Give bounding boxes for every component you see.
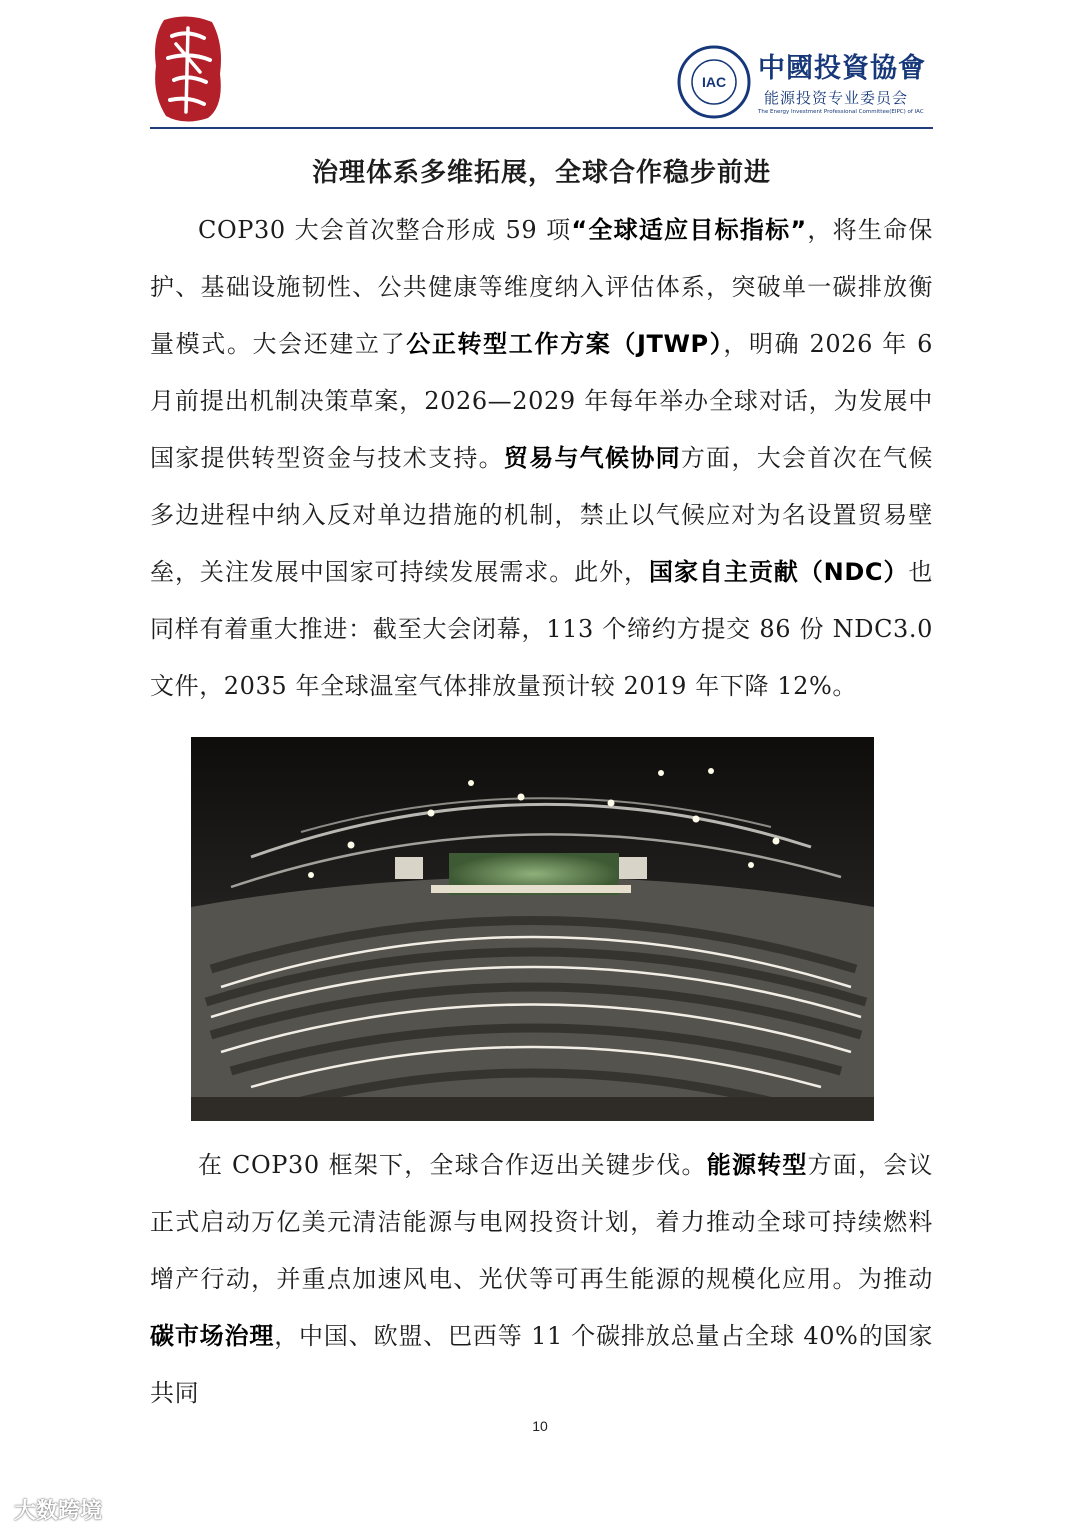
bold-term-adaptation-indicators: “全球适应目标指标” <box>571 216 807 244</box>
iac-seal-label: IAC <box>701 74 727 90</box>
paragraph-text: 方面，会议正式启动万亿美元清洁能源与电网投资计划，着力推动全球可持续燃料增产行动，并重点加速风电、光伏等可再生能源的规模化应用。为推动 <box>150 1151 934 1293</box>
paragraph-text: 在 COP30 框架下，全球合作迈出关键步伐。 <box>198 1151 707 1179</box>
organization-english-name: The Energy Investment Professional Committee(EIPC) of IAC <box>758 109 924 115</box>
paragraph-text: 方面，大会首次在气候多边进程中纳入反对单边措施的机制，禁止以气候应对为名设置贸易壁垒，关注发展中国家可持续发展需求。此外， <box>150 444 934 586</box>
zero-carbon-china-logo <box>150 14 226 124</box>
bold-term-trade-climate: 贸易与气候协同 <box>503 444 681 472</box>
bold-term-jtwp: 公正转型工作方案（JTWP） <box>406 330 724 358</box>
bold-term-energy-transition: 能源转型 <box>706 1151 808 1179</box>
organization-subname: 能源投资专业委员会 <box>764 89 909 107</box>
bold-term-ndc: 国家自主贡献（NDC） <box>649 558 909 586</box>
paragraph-text: 也同样有着重大推进：截至大会闭幕，113 个缔约方提交 86 份 NDC3.0 文件，2035 年全球温室气体排放量预计较 2019 年下降 12%。 <box>150 558 933 700</box>
page-header <box>0 0 1080 132</box>
paragraph-text: ，将生命保护、基础设施韧性、公共健康等维度纳入评估体系，突破单一碳排放衡量模式。大会还建立了 <box>150 216 934 358</box>
iac-seal-logo <box>676 44 752 120</box>
organization-name: 中國投資協會 <box>758 53 926 84</box>
paragraph-text: ，中国、欧盟、巴西等 11 个碳排放总量占全球 40%的国家共同 <box>150 1322 933 1407</box>
watermark-label: 大数跨境 <box>14 1499 103 1524</box>
body-paragraph-1 <box>150 202 933 715</box>
paragraph-text: ，明确 2026 年 6 月前提出机制决策草案，2026—2029 年每年举办全球对话，为发展中国家提供转型资金与技术支持。 <box>150 330 934 472</box>
conference-hall-photo <box>191 737 874 1121</box>
paragraph-text: COP30 大会首次整合形成 59 项 <box>198 216 572 244</box>
header-divider <box>150 127 933 129</box>
section-heading: 治理体系多维拓展，全球合作稳步前进 <box>311 158 771 188</box>
page-number: 10 <box>532 1418 548 1434</box>
body-paragraph-2 <box>150 1137 933 1422</box>
bold-term-carbon-market: 碳市场治理 <box>150 1322 275 1350</box>
